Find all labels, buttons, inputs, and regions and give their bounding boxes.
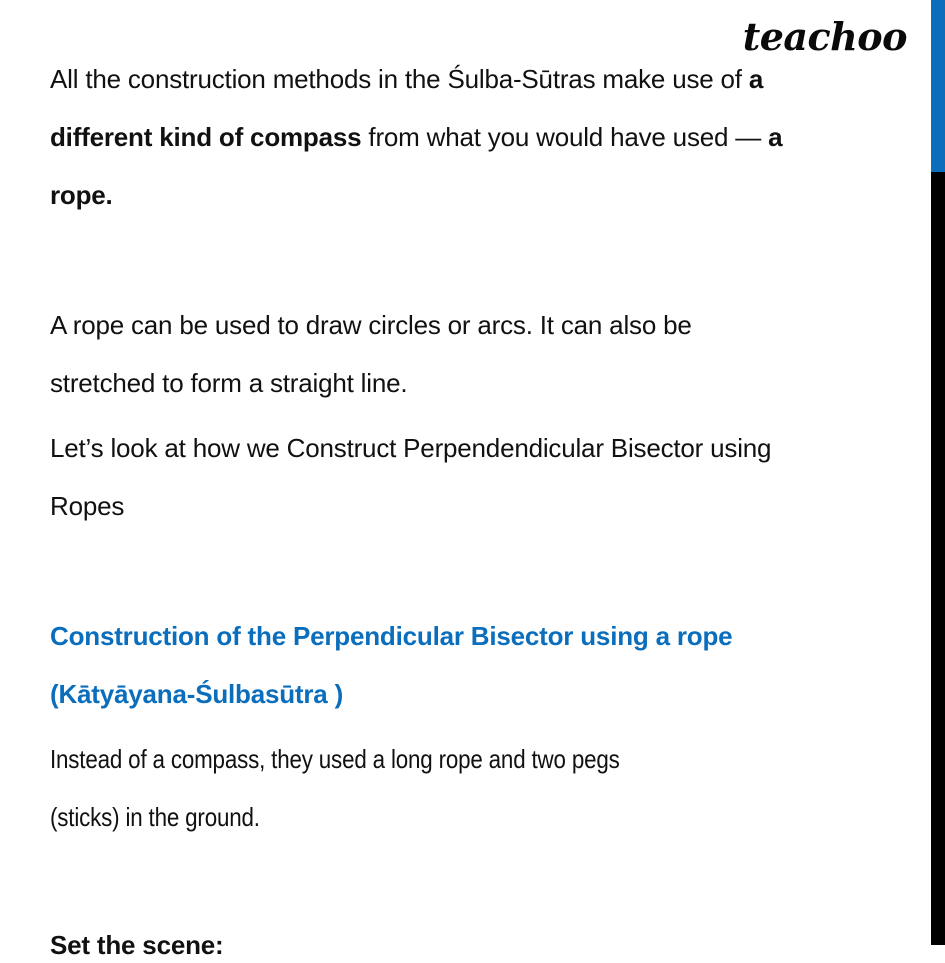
paragraph-lets-look-line-1: Let’s look at how we Construct Perpendendicular Bisector using (50, 433, 772, 463)
paragraph-intro-line-3: rope. (50, 180, 113, 210)
bold-text: a (748, 64, 764, 94)
subheading-set-the-scene: Set the scene: (50, 930, 224, 960)
teachoo-logo: teachoo (742, 14, 907, 59)
bold-text: a (768, 122, 783, 152)
paragraph-intro-line-2 (50, 119, 782, 155)
paragraph-rope-line-2: stretched to form a straight line. (50, 368, 408, 398)
paragraph-instead-line-1: Instead of a compass, they used a long rope and two pegs (50, 744, 620, 774)
paragraph-intro-line-1 (50, 61, 763, 97)
paragraph-instead-line-2: (sticks) in the ground. (50, 802, 260, 832)
bold-text: different kind of compass (50, 122, 362, 152)
text: All the construction methods in the Śulba-Sūtras make use of (50, 64, 749, 94)
paragraph-rope-line-1: A rope can be used to draw circles or arcs. It can also be (50, 310, 692, 340)
text: from what you would have used — (361, 122, 769, 152)
section-heading-line-1: Construction of the Perpendicular Bisector using a rope (50, 621, 733, 651)
section-heading-line-2: (Kātyāyana-Śulbasūtra ) (50, 679, 344, 709)
paragraph-lets-look-line-2: Ropes (50, 491, 125, 521)
scroll-progress-indicator[interactable] (931, 0, 945, 172)
scroll-track[interactable] (931, 0, 945, 945)
